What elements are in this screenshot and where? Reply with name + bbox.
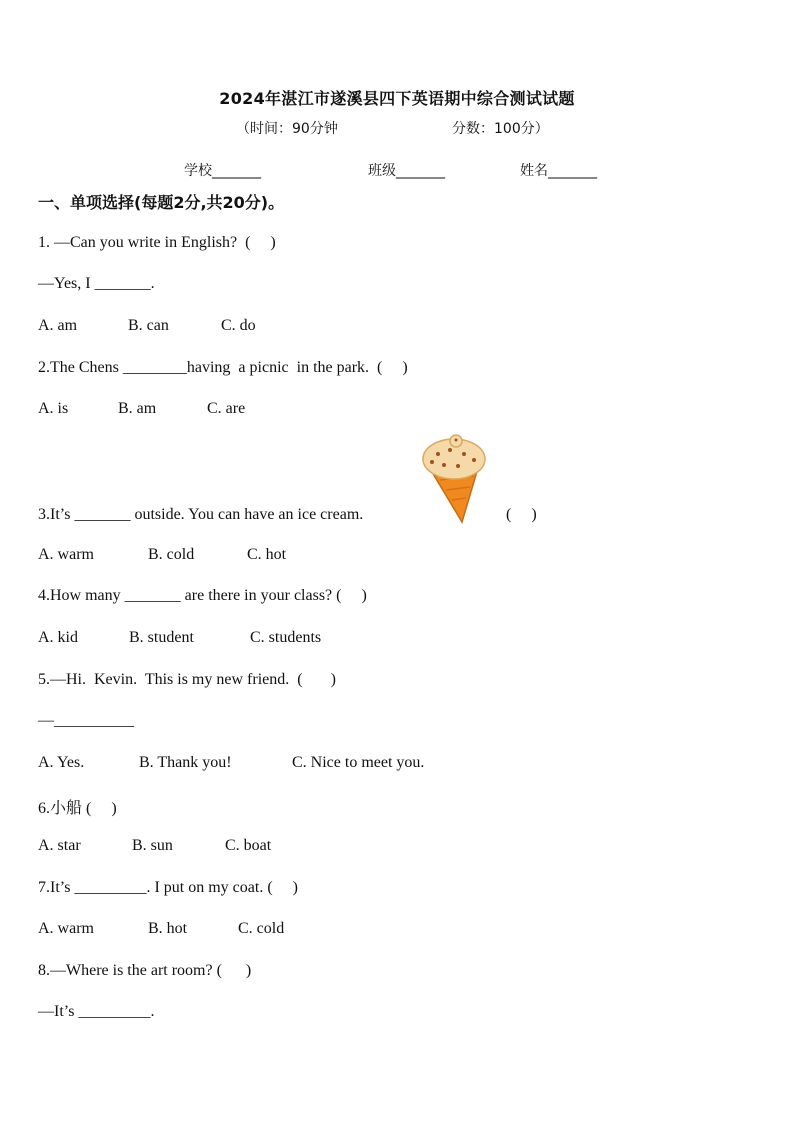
question-7-option-a: A. warm (38, 920, 94, 937)
question-2-option-b: B. am (118, 400, 157, 417)
question-2-text: 2.The Chens ________having a picnic in the park. ( ) (38, 359, 408, 376)
exam-time: （时间：90分钟 (236, 121, 338, 137)
question-8-text: 8.—Where is the art room? ( ) (38, 962, 252, 979)
question-4-option-b: B. student (129, 629, 194, 646)
question-3-option-b: B. cold (148, 546, 195, 563)
question-6-text: 6.小船 ( ) (38, 800, 117, 817)
name-field: 姓名_______ (520, 163, 597, 179)
question-2-option-c: C. are (207, 400, 246, 417)
exam-title: 2024年湛江市遂溪县四下英语期中综合测试试题 (219, 89, 575, 108)
question-6-option-a: A. star (38, 837, 81, 854)
question-4-option-c: C. students (250, 629, 322, 646)
question-1-text: 1. —Can you write in English? ( ) (38, 234, 276, 251)
school-field: 学校_______ (184, 163, 261, 179)
question-3-text: 3.It’s _______ outside. You can have an ice cream. (38, 506, 364, 523)
section-heading: 一、单项选择(每题2分,共20分)。 (38, 193, 285, 212)
question-3-bracket: ( ) (506, 506, 537, 523)
question-8-answer-line: —It’s _________. (38, 1003, 155, 1020)
question-5-option-b: B. Thank you! (139, 754, 232, 771)
question-7-option-c: C. cold (238, 920, 285, 937)
question-1-option-b: B. can (128, 317, 169, 334)
question-6-option-b: B. sun (132, 837, 173, 854)
question-1-option-a: A. am (38, 317, 78, 334)
question-7-text: 7.It’s _________. I put on my coat. ( ) (38, 879, 298, 896)
ice-cream-icon (418, 432, 492, 524)
question-5-answer-line: —__________ (38, 712, 134, 729)
question-5-option-a: A. Yes. (38, 754, 85, 771)
question-1-answer-line: —Yes, I _______. (38, 275, 155, 292)
question-1-option-c: C. do (221, 317, 256, 334)
question-6-option-c: C. boat (225, 837, 272, 854)
question-5-text: 5.—Hi. Kevin. This is my new friend. ( ) (38, 671, 336, 688)
class-field: 班级_______ (368, 163, 445, 179)
exam-score: 分数：100分） (452, 121, 549, 137)
question-7-option-b: B. hot (148, 920, 188, 937)
question-3-option-c: C. hot (247, 546, 287, 563)
question-5-option-c: C. Nice to meet you. (292, 754, 425, 771)
question-2-option-a: A. is (38, 400, 69, 417)
question-3-option-a: A. warm (38, 546, 94, 563)
question-4-option-a: A. kid (38, 629, 78, 646)
question-4-text: 4.How many _______ are there in your class? ( ) (38, 587, 367, 604)
